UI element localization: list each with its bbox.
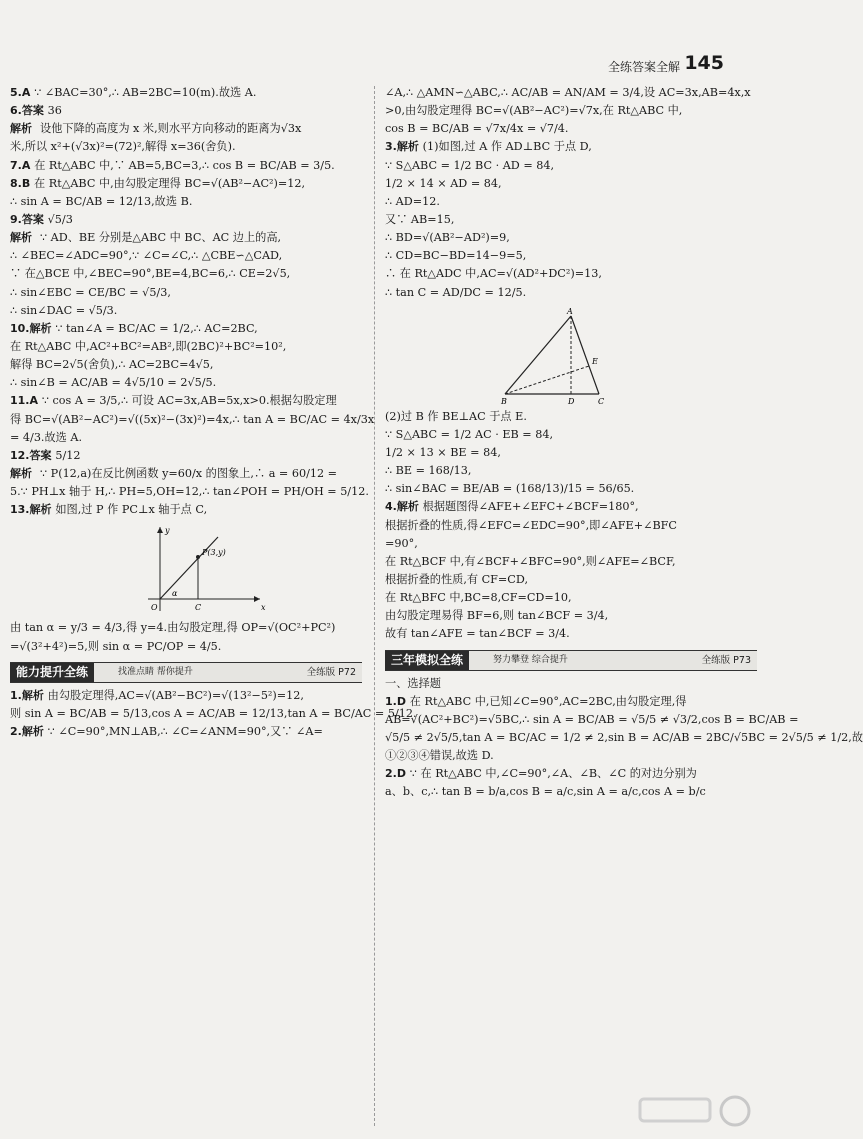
line-text: a、b、c,∴ tan B = b/a,cos B = a/c,sin A = a/c,cos A = b/c xyxy=(385,785,706,799)
item-number: 3.解析 xyxy=(385,140,423,154)
line-text: 由勾股定理易得 BF=6,则 tan∠BCF = 3/4, xyxy=(385,609,609,623)
line-text: cos B = BC/AB = √7x/4x = √7/4. xyxy=(385,122,569,136)
coordinate-figure xyxy=(140,523,270,615)
line-text: ①②③④错误,故选 D. xyxy=(385,749,494,763)
section-page-ref: 全练版 P72 xyxy=(306,666,356,678)
answer-line xyxy=(10,705,417,723)
answer-line xyxy=(385,535,757,553)
answer-line xyxy=(385,625,757,643)
line-text: ∴ tan C = AD/DC = 12/5. xyxy=(385,285,527,299)
answer-line xyxy=(385,120,757,138)
item-label: 解析 xyxy=(10,122,32,136)
left-answer-lines xyxy=(10,84,375,519)
answer-line xyxy=(10,687,362,705)
triangle-figure xyxy=(495,306,635,406)
item-label: 解析 xyxy=(10,231,32,245)
answer-line xyxy=(385,480,757,498)
line-text: ∴ BE = 168/13, xyxy=(385,464,472,478)
line-text: ∴ BD=√(AB²−AD²)=9, xyxy=(385,231,510,245)
line-text: 5/12 xyxy=(55,448,81,462)
section-subtitle: 找准点睛 帮你提升 xyxy=(118,666,193,677)
line-text: 得 BC=√(AB²−AC²)=√((5x)²−(3x)²)=4x,∴ tan A = BC/AC = 4x/3x xyxy=(10,412,375,426)
answer-line xyxy=(385,426,757,444)
line-text: ∴ sin∠B = AC/AB = 4√5/10 = 2√5/5. xyxy=(10,376,217,390)
answer-line xyxy=(385,711,799,729)
item-number: 6.答案 xyxy=(10,104,48,118)
answer-line xyxy=(10,447,362,465)
answer-line xyxy=(385,517,757,535)
answer-line xyxy=(385,675,757,693)
answer-line xyxy=(385,84,757,102)
item-number: 7.A xyxy=(10,158,35,172)
answer-line xyxy=(385,693,757,711)
line-text: ∵ S△ABC = 1/2 BC · AD = 84, xyxy=(385,158,555,172)
line-text: ∴ sin∠EBC = CE/BC = √5/3, xyxy=(10,285,171,299)
answer-line xyxy=(385,553,757,571)
section-bar-mock xyxy=(385,650,757,671)
section-title: 能力提升全练 xyxy=(10,663,94,682)
origin-label: O xyxy=(151,603,158,613)
line-text: ∵ tan∠A = BC/AC = 1/2,∴ AC=2BC, xyxy=(55,321,258,335)
y-axis-label: y xyxy=(165,526,170,536)
line-text: ∴ sin∠DAC = √5/3. xyxy=(10,303,118,317)
answer-line xyxy=(385,247,757,265)
line-text: ∴ CD=BC−BD=14−9=5, xyxy=(385,249,527,263)
answer-line xyxy=(10,429,362,447)
line-text: 在 Rt△BCF 中,有∠BCF+∠BFC=90°,则∠AFE=∠BCF, xyxy=(385,554,676,568)
line-text: 米,所以 x²+(√3x)²=(72)²,解得 x=36(舍负). xyxy=(10,140,236,154)
vertex-b-label: B xyxy=(501,396,507,406)
line-text: ∴ sin∠BAC = BE/AB = (168/13)/15 = 56/65. xyxy=(385,482,635,496)
section-bar-ability xyxy=(10,662,362,683)
page-header xyxy=(0,50,768,82)
line-text: 在 Rt△ABC 中,∵ AB=5,BC=3,∴ cos B = BC/AB = 3/5. xyxy=(34,158,335,172)
answer-line xyxy=(10,619,362,637)
line-text: >0,由勾股定理得 BC=√(AB²−AC²)=√7x,在 Rt△ABC 中, xyxy=(385,104,683,118)
answer-line xyxy=(385,571,757,589)
line-text: 由 tan α = y/3 = 4/3,得 y=4.由勾股定理,得 OP=√(OC²+PC²) xyxy=(10,621,336,635)
left-answer-lines-13 xyxy=(10,619,362,655)
answer-line xyxy=(10,84,362,102)
point-d-label: D xyxy=(568,396,575,406)
item-number: 1.D xyxy=(385,694,410,708)
line-text: 在 Rt△ABC 中,由勾股定理得 BC=√(AB²−AC²)=12, xyxy=(34,176,306,190)
item-number: 2.解析 xyxy=(10,724,48,738)
line-text: =√(3²+4²)=5,则 sin α = PC/OP = 4/5. xyxy=(10,639,222,653)
answer-line xyxy=(10,302,362,320)
line-text: 由勾股定理得,AC=√(AB²−BC²)=√(13²−5²)=12, xyxy=(47,688,304,702)
line-text: 设他下降的高度为 x 米,则水平方向移动的距离为√3x xyxy=(40,122,302,136)
line-text: 1/2 × 13 × BE = 84, xyxy=(385,445,501,459)
answer-line xyxy=(385,747,757,765)
line-text: (2)过 B 作 BE⊥AC 于点 E. xyxy=(385,409,527,423)
answer-line xyxy=(385,265,757,283)
line-text: = 4/3.故选 A. xyxy=(10,430,83,444)
answer-line xyxy=(385,589,757,607)
answer-line xyxy=(385,102,757,120)
answer-line xyxy=(10,229,362,247)
alpha-label: α xyxy=(172,589,178,599)
answer-line xyxy=(385,783,757,801)
column-divider xyxy=(374,86,375,1126)
line-text: 在 Rt△ABC 中,AC²+BC²=AB²,即(2BC)²+BC²=10², xyxy=(10,339,287,353)
line-text: 36 xyxy=(47,104,62,118)
answer-line xyxy=(10,138,362,156)
answer-line xyxy=(10,265,362,283)
right-answer-lines-2 xyxy=(385,408,757,644)
line-text: (1)如图,过 A 作 AD⊥BC 于点 D, xyxy=(422,140,592,154)
answer-line xyxy=(385,498,757,516)
answer-line xyxy=(385,229,757,247)
answer-line xyxy=(10,175,362,193)
line-text: 又∵ AB=15, xyxy=(385,212,455,226)
answer-line xyxy=(10,193,362,211)
line-text: ∵ cos A = 3/5,∴ 可设 AC=3x,AB=5x,x>0.根据勾股定理 xyxy=(41,394,337,408)
line-text: 5.∵ PH⊥x 轴于 H,∴ PH=5,OH=12,∴ tan∠POH = PH/OH = 5/12. xyxy=(10,485,369,499)
answer-line xyxy=(10,247,362,265)
answer-line xyxy=(385,444,757,462)
answer-line xyxy=(10,465,362,483)
answer-line xyxy=(10,501,362,519)
answer-line xyxy=(385,138,757,156)
answer-line xyxy=(10,374,362,392)
line-text: ∴ AD=12. xyxy=(385,194,440,208)
answer-line xyxy=(10,102,362,120)
line-text: ∵ 在△BCE 中,∠BEC=90°,BE=4,BC=6,∴ CE=2√5, xyxy=(10,267,291,281)
answer-line xyxy=(385,193,757,211)
line-text: 一、选择题 xyxy=(385,676,441,690)
item-label: 解析 xyxy=(10,466,32,480)
line-text: 在 Rt△ABC 中,已知∠C=90°,AC=2BC,由勾股定理,得 xyxy=(409,694,687,708)
vertex-a-label: A xyxy=(567,306,573,316)
answer-line xyxy=(385,462,757,480)
answer-line xyxy=(10,392,362,410)
item-number: 5.A xyxy=(10,86,35,99)
line-text: 根据折叠的性质,有 CF=CD, xyxy=(385,572,528,586)
line-text: 解得 BC=2√5(舍负),∴ AC=2BC=4√5, xyxy=(10,358,214,372)
answer-line xyxy=(10,120,362,138)
line-text: 1/2 × 14 × AD = 84, xyxy=(385,176,502,190)
line-text: ∵ ∠BAC=30°,∴ AB=2BC=10(m).故选 A. xyxy=(34,86,257,99)
line-text: ∴ sin A = BC/AB = 12/13,故选 B. xyxy=(10,194,193,208)
item-number: 8.B xyxy=(10,176,35,190)
line-text: ∴ ∠BEC=∠ADC=90°,∵ ∠C=∠C,∴ △CBE∽△CAD, xyxy=(10,249,283,263)
item-number: 4.解析 xyxy=(385,500,423,514)
answer-line xyxy=(385,284,757,302)
line-text: ∴ 在 Rt△ADC 中,AC=√(AD²+DC²)=13, xyxy=(385,267,602,281)
answer-line xyxy=(385,729,863,747)
line-text: 故有 tan∠AFE = tan∠BCF = 3/4. xyxy=(385,627,570,641)
line-text: 根据折叠的性质,得∠EFC=∠EDC=90°,即∠AFE+∠BFC xyxy=(385,518,677,532)
section-subtitle: 努力攀登 综合提升 xyxy=(493,654,568,665)
x-axis-label: x xyxy=(261,603,266,613)
right-answer-lines-3 xyxy=(385,675,863,802)
line-text: ∵ 在 Rt△ABC 中,∠C=90°,∠A、∠B、∠C 的对边分别为 xyxy=(409,767,697,781)
answer-line xyxy=(10,411,375,429)
answer-line xyxy=(385,765,757,783)
line-text: AB=√(AC²+BC²)=√5BC,∴ sin A = BC/AB = √5/5 ≠ √3/2,cos B = BC/AB = xyxy=(385,712,799,726)
header-title: 全练答案全解 xyxy=(607,60,680,74)
answer-line xyxy=(10,157,362,175)
answer-line xyxy=(10,723,362,741)
answer-line xyxy=(385,175,757,193)
line-text: ∵ P(12,a)在反比例函数 y=60/x 的图象上,∴ a = 60/12 = xyxy=(40,466,338,480)
answer-line xyxy=(10,284,362,302)
point-p-label: P(3,y) xyxy=(202,548,226,558)
answer-line xyxy=(385,408,757,426)
answer-line xyxy=(385,607,757,625)
item-number: 1.解析 xyxy=(10,688,48,702)
line-text: 在 Rt△BFC 中,BC=8,CF=CD=10, xyxy=(385,591,572,605)
item-number: 10.解析 xyxy=(10,321,56,335)
point-e-label: E xyxy=(592,356,598,366)
section-page-ref: 全练版 P73 xyxy=(701,654,751,666)
right-column xyxy=(385,84,863,802)
answer-line xyxy=(10,338,362,356)
answer-line xyxy=(10,638,362,656)
line-text: ∵ S△ABC = 1/2 AC · EB = 84, xyxy=(385,427,554,441)
answer-line xyxy=(10,211,362,229)
vertex-c-label: C xyxy=(598,396,605,406)
line-text: 则 sin A = BC/AB = 5/13,cos A = AC/AB = 12/13,tan A = BC/AC = 5/12. xyxy=(10,706,417,720)
line-text: 如图,过 P 作 PC⊥x 轴于点 C, xyxy=(55,503,208,517)
page-number: 145 xyxy=(684,52,724,74)
answer-line xyxy=(10,356,362,374)
watermark-logo xyxy=(620,1093,760,1133)
line-text: 根据题图得∠AFE+∠EFC+∠BCF=180°, xyxy=(422,500,639,514)
item-number: 9.答案 xyxy=(10,212,48,226)
answer-line xyxy=(10,483,369,501)
section-title: 三年模拟全练 xyxy=(385,651,469,670)
line-text: ∠A,∴ △AMN∽△ABC,∴ AC/AB = AN/AM = 3/4,设 AC=3x,AB=4x,x xyxy=(385,86,751,99)
answer-line xyxy=(385,211,757,229)
line-text: ∵ AD、BE 分别是△ABC 中 BC、AC 边上的高, xyxy=(40,231,282,245)
item-number: 12.答案 xyxy=(10,448,56,462)
line-text: ∵ ∠C=90°,MN⊥AB,∴ ∠C=∠ANM=90°,又∵ ∠A= xyxy=(47,724,323,738)
answer-line xyxy=(385,157,757,175)
item-number: 2.D xyxy=(385,767,410,781)
right-answer-lines xyxy=(385,84,757,302)
line-text: =90°, xyxy=(385,536,418,550)
line-text: √5/5 ≠ 2√5/5,tan A = BC/AC = 1/2 ≠ 2,sin B = AC/AB = 2BC/√5BC = 2√5/5 ≠ 1/2,故 xyxy=(385,730,863,744)
answer-line xyxy=(10,320,362,338)
point-c-label: C xyxy=(195,603,202,613)
item-number: 11.A xyxy=(10,394,42,408)
item-number: 13.解析 xyxy=(10,503,56,517)
line-text: √5/3 xyxy=(47,212,73,226)
